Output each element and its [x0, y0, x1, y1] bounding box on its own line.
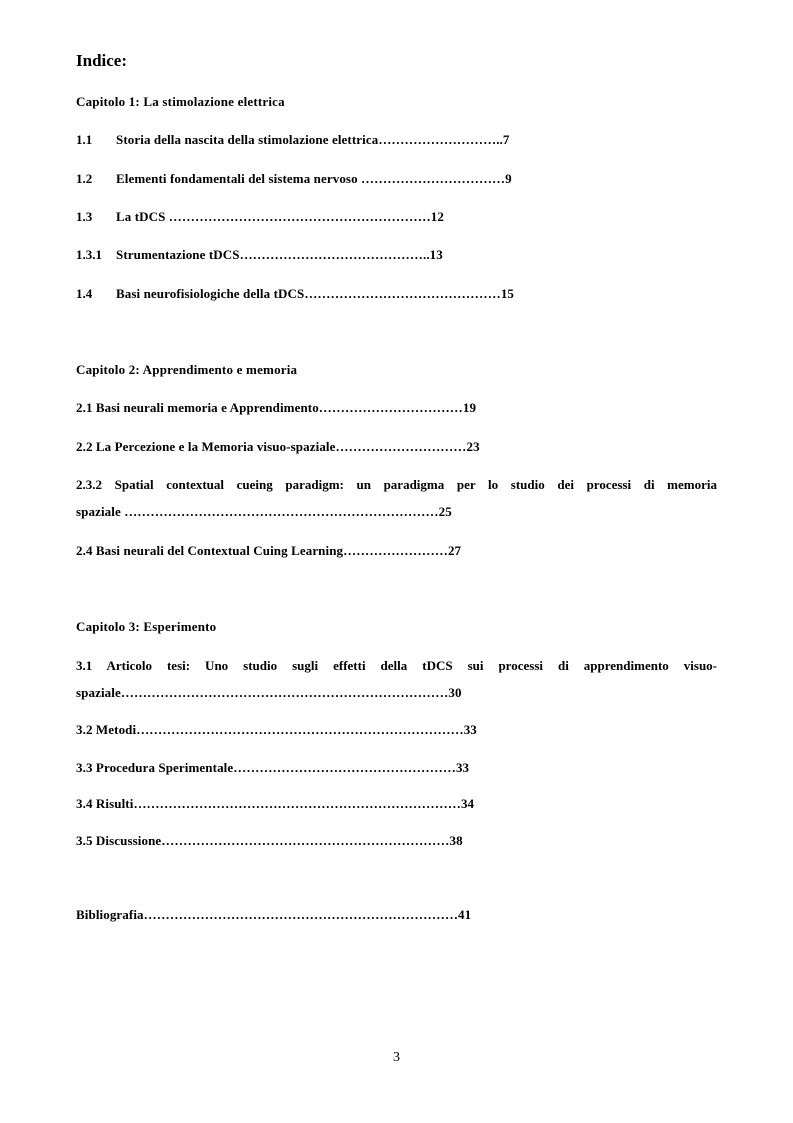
toc-entry-link[interactable]: 3.5 Discussione…………………………………………………………38: [76, 833, 463, 848]
page-number: 3: [393, 1050, 400, 1065]
toc-title: Indice:: [76, 51, 127, 70]
toc-entry-link[interactable]: Strumentazione tDCS……………………………………..13: [116, 247, 443, 262]
chapter-1-title: Capitolo 1: La stimolazione elettrica: [76, 94, 285, 109]
chapter-2-title: Capitolo 2: Apprendimento e memoria: [76, 362, 298, 377]
toc-entry-link-continuation[interactable]: spaziale…………………………………………………………………30: [76, 685, 462, 700]
toc-entry-link[interactable]: 2.4 Basi neurali del Contextual Cuing Learning……………………27: [76, 543, 462, 558]
toc-entry-link[interactable]: 3.4 Risulti…………………………………………………………………34: [76, 796, 475, 811]
chapter-3-title: Capitolo 3: Esperimento: [76, 619, 217, 634]
toc-entry-link[interactable]: Storia della nascita della stimolazione elettrica………………………..7: [116, 132, 510, 147]
toc-entry-link[interactable]: 3.3 Procedura Sperimentale……………………………………………33: [76, 760, 470, 775]
toc-entry-link[interactable]: La tDCS ……………………………………………………12: [116, 209, 445, 224]
toc-entry-link[interactable]: 2.3.2 Spatial contextual cueing paradigm: un paradigma per lo studio dei processi di memoria: [76, 477, 717, 492]
toc-bibliography-link[interactable]: Bibliografia………………………………………………………………41: [76, 907, 472, 922]
toc-entry-link[interactable]: 2.2 La Percezione e la Memoria visuo-spaziale…………………………23: [76, 439, 480, 454]
toc-entry-number: 1.3.1: [76, 247, 102, 262]
toc-entry-link[interactable]: Elementi fondamentali del sistema nervoso ……………………………9: [116, 171, 512, 186]
toc-entry-number: 1.4: [76, 286, 93, 301]
toc-entry-number: 1.3: [76, 209, 93, 224]
toc-entry-link[interactable]: 3.1 Articolo tesi: Uno studio sugli effetti della tDCS sui processi di apprendimento visuo-: [76, 658, 717, 673]
toc-entry-link[interactable]: 3.2 Metodi…………………………………………………………………33: [76, 722, 477, 737]
toc-entry-number: 1.2: [76, 171, 93, 186]
toc-entry-link[interactable]: Basi neurofisiologiche della tDCS………………………………………15: [116, 286, 515, 301]
toc-entry-link[interactable]: 2.1 Basi neurali memoria e Apprendimento……………………………19: [76, 400, 477, 415]
toc-entry-number: 1.1: [76, 132, 93, 147]
toc-entry-link-continuation[interactable]: spaziale ………………………………………………………………25: [76, 504, 452, 519]
